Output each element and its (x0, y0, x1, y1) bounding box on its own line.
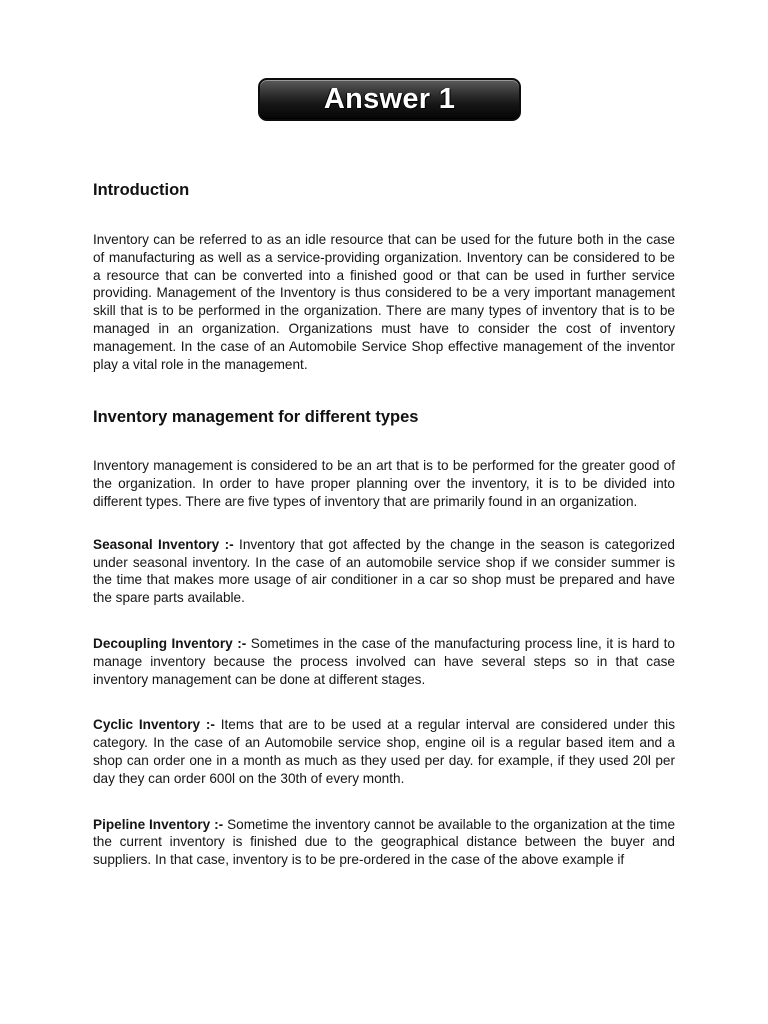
cyclic-inventory-paragraph (93, 716, 675, 787)
inventory-types-paragraph: Inventory management is considered to be an art that is to be performed for the greater good of the organization. In order to have proper planning over the inventory, it is to be divided into different types. There are five types of inventory that are primarily found in an organization. (93, 458, 675, 509)
seasonal-inventory-term: Seasonal Inventory :- (93, 536, 234, 552)
inventory-types-heading: Inventory management for different types (93, 408, 419, 427)
cyclic-inventory-text: Items that are to be used at a regular interval are considered under this category. In the case of an Automobile service shop, engine oil is a regular based item and a shop can order one in a month as much as they used per day. for example, if they used 20l per day they can order 600l on the 30th of every month. (93, 717, 675, 786)
seasonal-inventory-text: Inventory that got affected by the change in the season is categorized under seasonal inventory. In the case of an automobile service shop if we consider summer is the time that makes more usage of air conditioner in a car so shop must be prepared and have the spare parts available. (93, 536, 675, 606)
decoupling-inventory-term: Decoupling Inventory :- (93, 635, 247, 651)
introduction-paragraph: Inventory can be referred to as an idle resource that can be used for the future both in the case of manufacturing as well as a service-providing organization. Inventory can be considered to be a resource that can be converted into a finished good or that can be used in further service providing. Management of the Inventory is thus considered to be a very important management skill that is to be performed in the organization. There are many types of inventory that is to be managed in an organization. Organizations must have to consider the cost of inventory management. In the case of an Automobile Service Shop effective management of the inventor play a vital role in the management. (93, 232, 675, 372)
pipeline-inventory-term: Pipeline Inventory :- (93, 816, 224, 832)
cyclic-inventory-term: Cyclic Inventory :- (93, 717, 215, 733)
seasonal-inventory-paragraph (93, 536, 675, 607)
decoupling-inventory-text: Sometimes in the case of the manufacturing process line, it is hard to manage inventory because the process involved can have several steps so in that case inventory management can be done at different stages. (93, 635, 675, 687)
pipeline-inventory-paragraph (93, 816, 675, 869)
answer-title-text: Answer 1 (323, 83, 456, 115)
pipeline-inventory-text: Sometime the inventory cannot be available to the organization at the time the current inventory is finished due to the geographical distance between the buyer and suppliers. In that case, inventory is to be pre-ordered in the case of the above example if (93, 816, 676, 868)
decoupling-inventory-paragraph (93, 635, 675, 688)
document-body (93, 180, 675, 869)
introduction-heading: Introduction (93, 181, 190, 199)
answer-title-badge (258, 78, 521, 121)
